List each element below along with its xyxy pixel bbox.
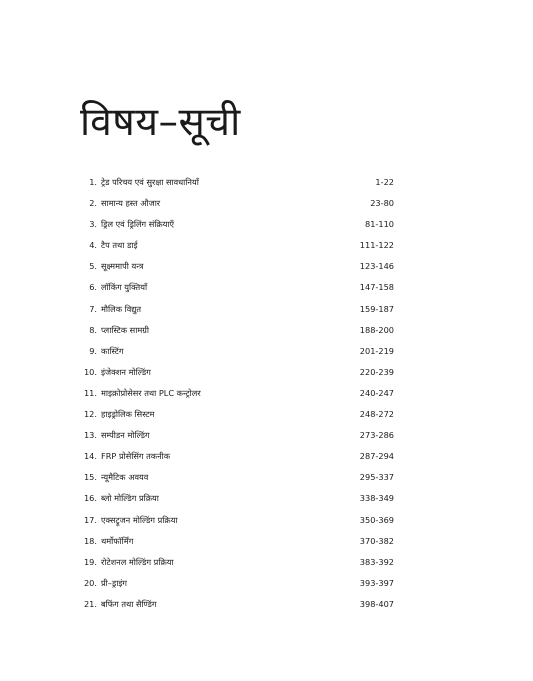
toc-entry-label: लॉकिंग युक्तियाँ bbox=[101, 282, 148, 293]
toc-entry bbox=[0, 383, 533, 404]
toc-entry-label: ट्रेड परिचय एवं सुरक्षा सावधानियाँ bbox=[101, 177, 199, 187]
toc-entry-label: प्लास्टिक सामग्री bbox=[101, 324, 149, 335]
toc-entry bbox=[0, 573, 533, 594]
toc-entry-pages: 147-158 bbox=[359, 282, 394, 293]
toc-entry bbox=[0, 594, 533, 615]
toc-entry-number: 20. bbox=[83, 577, 97, 588]
toc-entry-pages: 295-337 bbox=[359, 472, 394, 483]
toc-entry-pages: 111-122 bbox=[359, 240, 394, 251]
toc-entry-pages: 123-146 bbox=[359, 261, 394, 272]
toc-entry-label: हाइड्रोलिक सिस्टम bbox=[101, 409, 155, 420]
toc-entry-number: 15. bbox=[83, 472, 97, 483]
toc-entry-number: 3. bbox=[89, 219, 97, 230]
toc-entry-pages: 23-80 bbox=[370, 198, 394, 209]
toc-entry bbox=[0, 235, 533, 256]
toc-entry-pages: 220-239 bbox=[359, 366, 394, 377]
toc-entry bbox=[0, 488, 533, 509]
toc-entry-number: 21. bbox=[83, 598, 97, 609]
toc-entry bbox=[0, 172, 533, 193]
toc-entry-label: प्री–ड्राइंग bbox=[101, 577, 128, 588]
toc-entry-label: मौलिक विद्युत bbox=[101, 303, 142, 314]
toc-entry-number: 13. bbox=[83, 430, 97, 441]
toc-list bbox=[0, 172, 533, 615]
toc-entry-number: 8. bbox=[89, 324, 97, 335]
toc-entry bbox=[0, 510, 533, 531]
toc-entry-label: ब्लो मोल्डिंग प्रक्रिया bbox=[101, 493, 159, 504]
toc-entry-label: बफिंग तथा सैण्डिंग bbox=[101, 598, 157, 609]
toc-entry-number: 2. bbox=[89, 198, 97, 209]
toc-entry bbox=[0, 277, 533, 298]
toc-entry bbox=[0, 256, 533, 277]
toc-entry bbox=[0, 193, 533, 214]
toc-entry-pages: 159-187 bbox=[359, 303, 394, 314]
toc-entry-number: 12. bbox=[83, 409, 97, 420]
toc-entry-label: ड्रिल एवं ड्रिलिंग संक्रियाएँ bbox=[101, 219, 175, 230]
toc-entry-number: 4. bbox=[89, 240, 97, 251]
toc-entry bbox=[0, 320, 533, 341]
toc-entry-pages: 248-272 bbox=[359, 409, 394, 420]
toc-entry-pages: 393-397 bbox=[359, 577, 394, 588]
toc-entry bbox=[0, 362, 533, 383]
toc-entry-number: 14. bbox=[83, 451, 97, 462]
toc-entry-pages: 1-22 bbox=[375, 177, 394, 187]
page-title: विषय–सूची bbox=[80, 100, 241, 145]
toc-entry-label: कास्टिंग bbox=[101, 345, 124, 356]
toc-entry-pages: 350-369 bbox=[359, 514, 394, 525]
toc-entry bbox=[0, 446, 533, 467]
toc-entry-number: 16. bbox=[83, 493, 97, 504]
toc-entry-number: 9. bbox=[89, 345, 97, 356]
toc-entry-number: 11. bbox=[83, 387, 97, 398]
toc-entry bbox=[0, 404, 533, 425]
toc-entry-pages: 398-407 bbox=[359, 598, 394, 609]
toc-entry-label: सामान्य हस्त औजार bbox=[101, 198, 161, 209]
toc-entry-number: 5. bbox=[89, 261, 97, 272]
toc-entry-pages: 188-200 bbox=[359, 324, 394, 335]
toc-entry-pages: 287-294 bbox=[359, 451, 394, 462]
toc-entry-pages: 383-392 bbox=[359, 556, 394, 567]
toc-entry-label: सूक्ष्ममापी यन्त्र bbox=[101, 261, 144, 272]
toc-entry-number: 17. bbox=[83, 514, 97, 525]
toc-entry-number: 1. bbox=[89, 177, 97, 187]
toc-entry bbox=[0, 467, 533, 488]
toc-entry-label: सम्पीडन मोल्डिंग bbox=[101, 430, 150, 441]
toc-entry-label: एक्सट्रूजन मोल्डिंग प्रक्रिया bbox=[101, 514, 178, 525]
toc-entry-label: FRP प्रोसेसिंग तकनीक bbox=[101, 451, 171, 462]
toc-entry bbox=[0, 531, 533, 552]
toc-entry-label: टैप तथा डाई bbox=[101, 240, 138, 251]
toc-entry-number: 10. bbox=[83, 366, 97, 377]
toc-entry-number: 7. bbox=[89, 303, 97, 314]
toc-entry bbox=[0, 299, 533, 320]
toc-entry-label: माइक्रोप्रोसेसर तथा PLC कन्ट्रोलर bbox=[101, 387, 201, 398]
toc-entry-number: 18. bbox=[83, 535, 97, 546]
toc-entry-number: 6. bbox=[89, 282, 97, 293]
toc-entry-pages: 338-349 bbox=[359, 493, 394, 504]
toc-entry-pages: 273-286 bbox=[359, 430, 394, 441]
toc-entry bbox=[0, 341, 533, 362]
toc-entry bbox=[0, 552, 533, 573]
toc-entry-label: न्यूमैटिक अवयव bbox=[101, 472, 149, 483]
toc-entry-label: थर्मोफॉर्मिंग bbox=[101, 535, 134, 546]
toc-entry-label: रोटेशनल मोल्डिंग प्रक्रिया bbox=[101, 556, 174, 567]
toc-entry-number: 19. bbox=[83, 556, 97, 567]
toc-entry bbox=[0, 425, 533, 446]
toc-entry-pages: 240-247 bbox=[359, 387, 394, 398]
toc-entry-pages: 201-219 bbox=[359, 345, 394, 356]
toc-entry-pages: 81-110 bbox=[364, 219, 394, 230]
toc-entry-pages: 370-382 bbox=[359, 535, 394, 546]
toc-entry bbox=[0, 214, 533, 235]
toc-entry-label: इंजेक्शन मोल्डिंग bbox=[101, 366, 151, 377]
